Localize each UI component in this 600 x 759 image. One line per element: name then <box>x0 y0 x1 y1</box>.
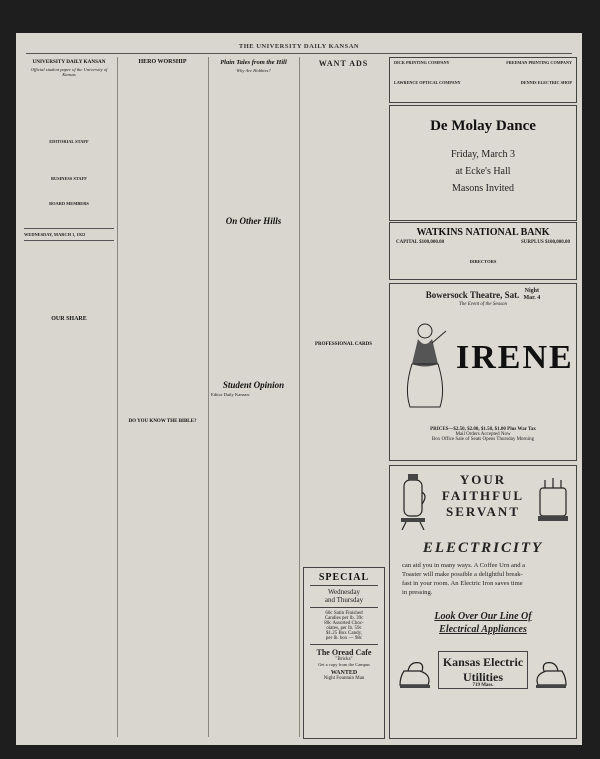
section-heading: Plain Tales from the Hill <box>220 59 287 66</box>
ad-firm: FREEMAN PRINTING COMPANY <box>506 60 572 65</box>
theatre-event: The Event of the Season <box>458 302 508 307</box>
company-phone: 719 Mass. <box>472 683 494 688</box>
ad-line: 80c Assorted Choc- <box>324 621 364 626</box>
bank-surplus: SURPLUS $100,000.00 <box>520 240 570 245</box>
body-text <box>24 244 114 314</box>
want-ads-heading: WANT ADS <box>318 59 369 68</box>
ad-firm: DICK PRINTING COMPANY <box>394 60 450 65</box>
section-heading: DO YOU KNOW THE BIBLE? <box>128 419 197 424</box>
body-text <box>24 145 114 175</box>
section-heading: HERO WORSHIP <box>138 59 187 65</box>
ad-heading-servant: SERVANT <box>446 504 520 519</box>
coffee-urn-icon <box>396 474 430 530</box>
shop-name: The Oread Cafe <box>316 648 372 657</box>
staff-heading: EDITORIAL STAFF <box>49 139 89 144</box>
theatre-mail: Mail Orders Accepted Now <box>455 432 511 437</box>
theatre-prices: PRICES—$2.50, $2.00, $1.50, $1.00 Plus War Tax <box>430 427 536 432</box>
ad-title: SPECIAL <box>318 572 370 583</box>
body-text <box>390 247 576 259</box>
dancer-illustration-icon <box>400 319 450 409</box>
theatre-box: Box Office Sale of Seats Opens Thursday Morning <box>431 437 535 442</box>
company-name: Utilities <box>463 670 503 684</box>
ad-line: WANTED <box>330 670 358 676</box>
electric-iron-icon <box>398 655 434 695</box>
body-text <box>390 411 576 427</box>
section-heading: PROFESSIONAL CARDS <box>314 342 373 347</box>
body-text <box>24 207 114 225</box>
column-rule <box>117 57 118 737</box>
paper-name: UNIVERSITY DAILY KANSAN <box>32 59 106 65</box>
divider <box>310 607 378 608</box>
column-rule <box>299 57 300 737</box>
body-text <box>211 398 296 737</box>
company-name: Kansas Electric <box>442 655 524 669</box>
theatre-night: Night <box>524 288 539 294</box>
bank-directors: DIRECTORS <box>469 259 497 264</box>
ad-body-line: fast in your room. An Electric Iron saves time <box>402 580 523 587</box>
body-text <box>24 78 114 138</box>
masthead: THE UNIVERSITY DAILY KANSAN <box>238 43 360 50</box>
body-text <box>390 264 576 274</box>
ad-line: per lb. box — 98c <box>325 636 363 641</box>
ad-line: 60c Satin Finished <box>325 611 363 616</box>
column-plain-tales <box>211 57 296 737</box>
ad-line: Candies per lb. 39c <box>324 616 364 621</box>
column-rule <box>208 57 209 737</box>
ad-heading-faithful: FAITHFUL <box>441 488 525 503</box>
printing-ads <box>389 57 577 103</box>
section-heading: Student Opinion <box>222 380 285 390</box>
body-text <box>120 426 205 726</box>
divider <box>310 644 378 645</box>
theatre-title: Bowersock Theatre, Sat. <box>425 290 520 300</box>
column-hero-worship <box>120 57 205 737</box>
newspaper-page <box>16 33 582 745</box>
ad-line: Get a copy from the Campus <box>318 662 370 667</box>
ad-line: "Bricks" <box>335 657 353 662</box>
ad-title: De Molay Dance <box>430 118 536 134</box>
ad-body-line: can aid you in many ways. A Coffee Urn and a <box>402 562 526 569</box>
section-heading: OUR SHARE <box>51 316 87 322</box>
ad-title: WATKINS NATIONAL BANK <box>416 227 550 238</box>
show-title: IRENE <box>456 339 574 376</box>
ad-line: Friday, March 3 <box>450 149 516 160</box>
special-candy-ad <box>303 567 385 739</box>
paper-subtitle: Official student paper of the University of Kansas <box>30 67 108 77</box>
electricity-ad <box>389 465 577 739</box>
ad-firm: DENNIS ELECTRIC SHOP <box>520 80 572 85</box>
theatre-ad <box>389 283 577 461</box>
body-text <box>302 70 385 340</box>
toaster-icon <box>536 474 570 530</box>
body-text <box>120 67 205 417</box>
divider <box>310 585 378 586</box>
date-line: WEDNESDAY, MARCH 1, 1922 <box>24 232 86 237</box>
divider <box>24 240 114 241</box>
ad-heading-your: YOUR <box>459 472 507 487</box>
bank-ad <box>389 222 577 280</box>
masthead-rule <box>26 53 572 54</box>
board-heading: BOARD MEMBERS <box>49 201 89 206</box>
ad-line: Masons Invited <box>452 183 514 194</box>
ad-look-line: Look Over Our Line Of <box>434 611 532 622</box>
column-editorial <box>24 57 114 737</box>
section-heading: On Other Hills <box>225 216 282 226</box>
subheading: Why Are Hobbies? <box>236 68 271 73</box>
ad-body-line: Toaster will make possible a delightful break- <box>402 571 523 578</box>
ad-line: Wednesday <box>327 588 361 596</box>
ad-line: olates, per lb. 59c <box>326 626 362 631</box>
body-text <box>390 67 576 79</box>
body-text <box>211 228 296 378</box>
ad-firm: LAWRENCE OPTICAL COMPANY <box>394 80 461 85</box>
body-text <box>24 324 114 704</box>
body-text <box>211 74 296 214</box>
ad-heading-electricity: ELECTRICITY <box>422 540 544 556</box>
body-text <box>24 182 114 200</box>
ad-line: and Thursday <box>324 596 364 604</box>
theatre-date: Mar. 4 <box>523 295 541 301</box>
ad-line: at Ecke's Hall <box>455 166 511 177</box>
divider <box>24 228 114 229</box>
demolay-dance-ad <box>389 105 577 221</box>
ad-look-line: Electrical Appliances <box>439 624 527 635</box>
ad-line: $1.25 Box Candy, <box>325 631 363 636</box>
bank-capital: CAPITAL $100,000.00 <box>396 240 445 245</box>
electric-iron-icon <box>532 655 568 695</box>
ad-line: Night Fountain Man <box>323 676 365 681</box>
business-heading: BUSINESS STAFF <box>51 176 87 181</box>
subheading: Editor Daily Kansan: <box>211 392 251 397</box>
body-text <box>302 349 385 524</box>
ad-body-line: in pressing. <box>402 589 433 596</box>
body-text <box>390 307 576 317</box>
